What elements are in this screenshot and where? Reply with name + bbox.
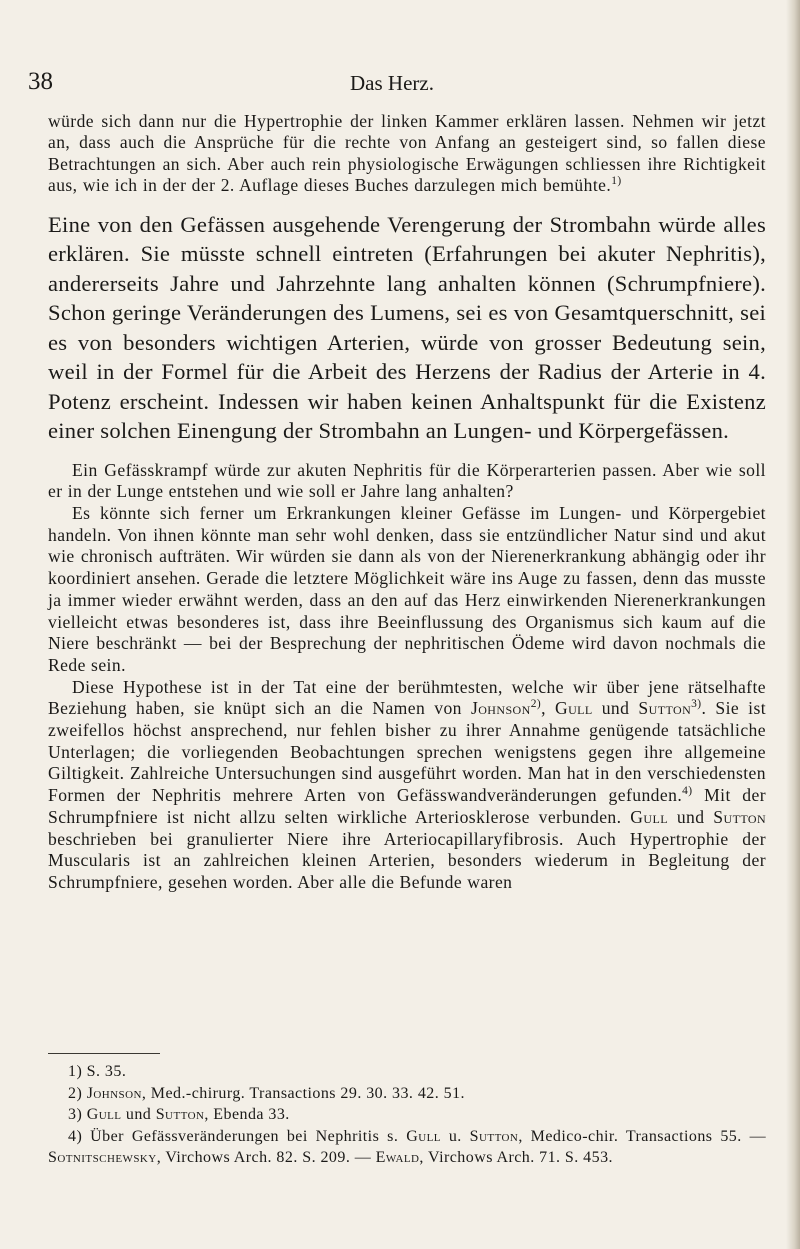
footnote-2: [48, 1083, 766, 1105]
body-text: [48, 111, 766, 894]
footnote-3: [48, 1104, 766, 1126]
author-name-sutton-2: Sutton: [713, 806, 767, 827]
small-print-paragraph-1: Ein Gefässkrampf würde zur akuten Nephritis für die Körperarterien passen. Aber wie soll er in der Lunge entstehen und wie soll er Jahre lang anhalten?: [48, 459, 766, 502]
footnote-3-author-2: Sutton: [155, 1106, 205, 1124]
footnote-3-author-1: Gull: [86, 1106, 122, 1124]
author-name-sutton: Sutton: [638, 698, 692, 719]
footnote-2-text: , Med.-chirurg. Transactions 29. 30. 33. 42. 51.: [141, 1084, 465, 1102]
running-head: Das Herz.: [350, 71, 434, 95]
footnote-4-author-ewald: Ewald: [375, 1149, 420, 1167]
author-name-johnson: Johnson: [470, 698, 531, 719]
footnote-ref-2: 2): [530, 698, 542, 711]
footnote-4: [48, 1126, 766, 1169]
separator-comma: ,: [541, 698, 546, 719]
footnote-divider: [48, 1053, 160, 1054]
footnote-4-author-gull: Gull: [406, 1127, 441, 1145]
footnote-3-text: , Ebenda 33.: [204, 1106, 290, 1124]
footnote-ref-3: 3): [691, 698, 702, 711]
paragraph-3-part-2: . Sie ist zweifellos höchst ansprechend, nur fehlen bisher zu ihrer Annahme genügende tatsächliche Unterlagen; die vorliegenden Beobachtungen sprechen wenigstens gegen ihre allgemeine Giltigkeit. Zahlreiche Untersuchungen sind ausgeführt worden. Man hat in den verschiedensten Formen der Nephritis mehrere Arten von Gefässwandveränderungen gefunden.: [48, 698, 767, 806]
paragraph-3-part-1: Diese Hypothese ist in der Tat eine der berühmtesten, welche wir über jene rätselhafte Beziehung haben, sie knüpt sich an die Namen von: [48, 676, 766, 719]
paragraph-3-part-4: beschrieben bei granulierter Niere ihre Arteriocapillaryfibrosis. Auch Hypertrophie der Muscularis ist an zahlreichen kleinen Arterien, besonders wiederum in Begleitung der Schrumpfniere, gesehen worden. Aber alle die Befunde waren: [48, 828, 766, 892]
conjunction-und-2: und: [676, 806, 705, 827]
footnote-4-author-sotnitschewsky: Sotnitschewsky: [48, 1149, 157, 1167]
footnote-3-und: und: [125, 1106, 152, 1124]
page-number: 38: [28, 68, 53, 95]
footnote-3-number: 3): [68, 1106, 83, 1124]
conjunction-und: und: [601, 698, 630, 719]
intro-paragraph: [48, 111, 766, 197]
large-print-paragraph: Eine von den Gefässen ausgehende Verengerung der Strombahn würde alles erklären. Sie müsste schnell eintreten (Erfahrungen bei akuter Nephritis), andererseits Jahre und Jahrzehnte lang anhalten können (Schrumpfniere). Schon geringe Veränderungen des Lumens, sei es von Gesamtquerschnitt, sei es von besonders wichtigen Arterien, würde von grosser Bedeutung sein, weil in der Formel für die Arbeit des Herzens der Radius der Arterie in 4. Potenz erscheint. Indessen wir haben keinen Anhaltspunkt für die Existenz einer solchen Einengung der Strombahn an Lungen- und Körpergefässen.: [48, 211, 766, 444]
small-print-paragraph-2: Es könnte sich ferner um Erkrankungen kleiner Gefässe im Lungen- und Körpergebiet handeln. Von ihnen könnte man sehr wohl denken, dass sie entzündlicher Natur sind und akut wie chronisch aufträten. Wir würden sie dann als von der Nierenerkrankung abhängig oder ihr koordiniert ansehen. Gerade die letztere Möglichkeit wäre ins Auge zu fassen, denn das musste ja immer wieder erwähnt werden, dass an den auf das Herz einwirkenden Nierenerkrankungen vielleicht etwas besonderes ist, dass ihre Beeinflussung des Organismus sich kaum auf die Niere beschränkt — bei der Besprechung der nephritischen Ödeme wird davon nochmals die Rede sein.: [48, 503, 766, 675]
small-print-paragraph-3: [48, 677, 766, 894]
footnote-4-text-3: , Virchows Arch. 82. S. 209. —: [156, 1149, 372, 1167]
footnotes: [48, 1061, 766, 1169]
footnote-4-author-sutton: Sutton: [469, 1127, 519, 1145]
footnote-4-text-1: Über Gefässveränderungen bei Nephritis s.: [90, 1127, 399, 1145]
intro-paragraph-text: würde sich dann nur die Hypertrophie der linken Kammer erklären lassen. Nehmen wir jetzt an, dass auch die Ansprüche für die rechte von Anfang an gesteigert sind, so fallen diese Betrachtungen an sich. Aber auch rein physiologische Erwägungen schliessen ihre Richtigkeit aus, wie ich in der der 2. Auflage dieses Buches darzulegen mich bemühte.: [48, 111, 766, 196]
footnote-2-author: Johnson: [86, 1084, 142, 1102]
paragraph-3-part-3: Mit der Schrumpfniere ist nicht allzu selten wirkliche Arteriosklerose verbunden.: [48, 785, 767, 827]
page-header: [0, 68, 800, 98]
footnote-4-text-4: , Virchows Arch. 71. S. 453.: [419, 1149, 613, 1167]
author-name-gull-2: Gull: [630, 806, 669, 827]
footnote-4-text-2: , Medico-chir. Transactions 55. —: [518, 1127, 767, 1145]
footnote-1: 1) S. 35.: [68, 1063, 127, 1080]
page-edge-shadow: [786, 0, 800, 1249]
author-name-gull: Gull: [554, 698, 593, 719]
footnote-2-number: 2): [68, 1084, 83, 1102]
footnote-4-u: u.: [448, 1127, 462, 1145]
footnote-ref-1: 1): [611, 175, 622, 188]
footnote-4-number: 4): [68, 1127, 83, 1145]
footnote-ref-4: 4): [682, 785, 693, 798]
